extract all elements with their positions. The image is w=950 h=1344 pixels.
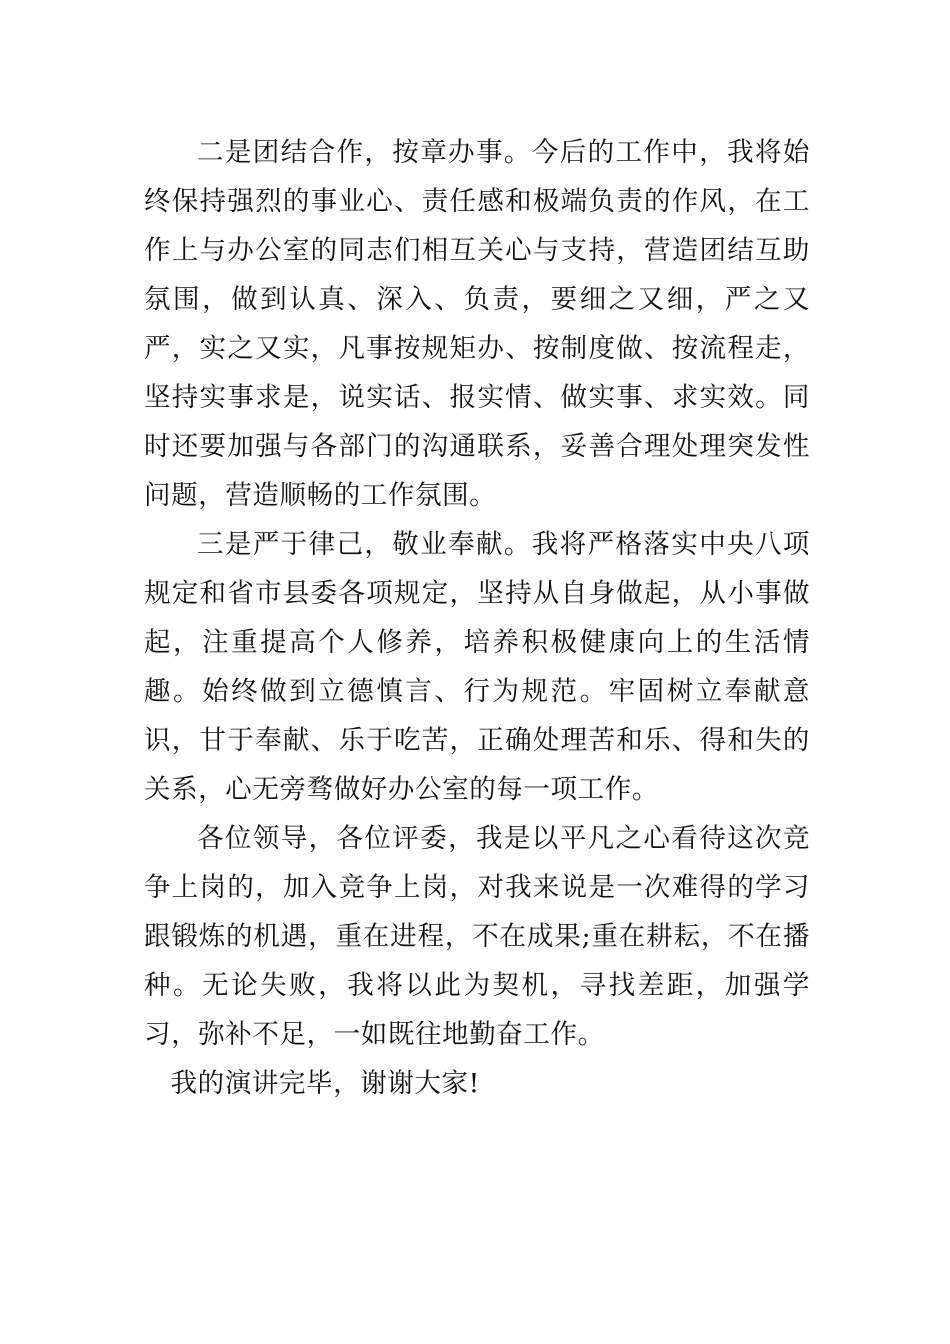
paragraph-teamwork: 二是团结合作，按章办事。今后的工作中，我将始终保持强烈的事业心、责任感和极端负责的作风，在工作上与办公室的同志们相互关心与支持，营造团结互助氛围，做到认真、深入、负责，要细之又细，严之又严，实之又实，凡事按规矩办、按制度做、按流程走，坚持实事求是，说实话、报实情、做实事、求实效。同时还要加强与各部门的沟通联系，妥善合理处理突发性问题，营造顺畅的工作氛围。	[144, 137, 810, 511]
paragraph-self-discipline: 三是严于律己，敬业奉献。我将严格落实中央八项规定和省市县委各项规定，坚持从自身做起，从小事做起，注重提高个人修养，培养积极健康向上的生活情趣。始终做到立德慎言、行为规范。牢固树立奉献意识，甘于奉献、乐于吃苦，正确处理苦和乐、得和失的关系，心无旁骛做好办公室的每一项工作。	[144, 529, 810, 805]
paragraph-conclusion: 各位领导，各位评委，我是以平凡之心看待这次竞争上岗的，加入竞争上岗，对我来说是一次难得的学习跟锻炼的机遇，重在进程，不在成果;重在耕耘，不在播种。无论失败，我将以此为契机，寻找差距，加强学习，弥补不足，一如既往地勤奋工作。	[144, 823, 810, 1050]
closing-line: 我的演讲完毕，谢谢大家!	[170, 1068, 480, 1099]
document-body	[144, 128, 810, 1108]
